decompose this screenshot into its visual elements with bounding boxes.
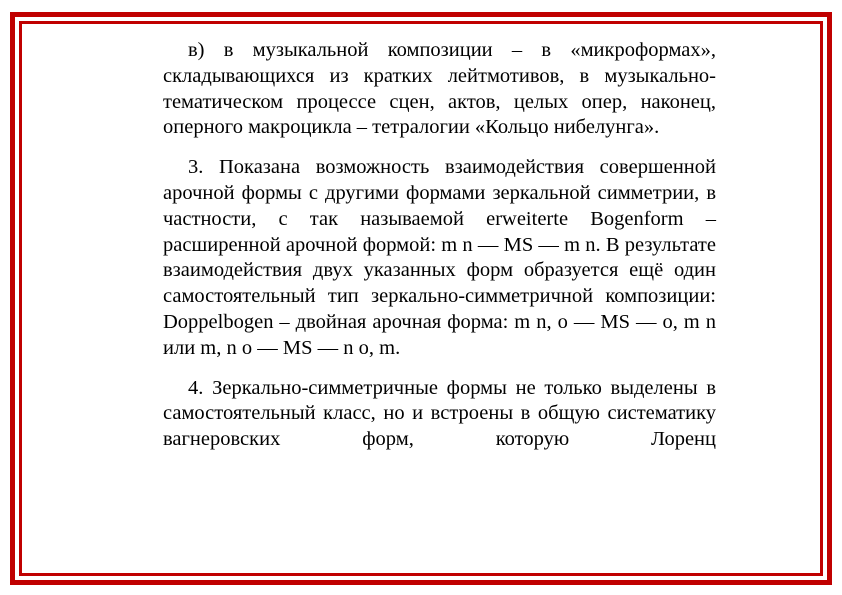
paragraph-arch-form-interaction: 3. Показана возможность взаимодействия совершенной арочной формы с другими формами зеркальной симметрии, в частности, с так называемой erweiterte Bogenform – расширенной арочной формой: m n — MS — m n. В результате взаимодействия двух указанных форм образуется ещё один самостоятельный тип зеркально-симметричной композиции: Doppelbogen – двойная арочная форма: m n, o — MS — o, m n или m, n o — MS — n o, m. xyxy=(163,156,716,359)
paragraph-mirror-symmetric-forms: 4. Зеркально-симметричные формы не только выделены в самостоятельный класс, но и встроены в общую систематику вагнеровских форм, которую Лоренц xyxy=(163,376,716,451)
paragraph-musical-composition: в) в музыкальной композиции – в «микроформах», складывающихся из кратких лейтмотивов, в музыкально-тематическом процессе сцен, актов, целых опер, наконец, оперного макроцикла – тетралогии «Кольцо нибелунга». xyxy=(163,39,716,139)
document-body xyxy=(163,38,716,467)
